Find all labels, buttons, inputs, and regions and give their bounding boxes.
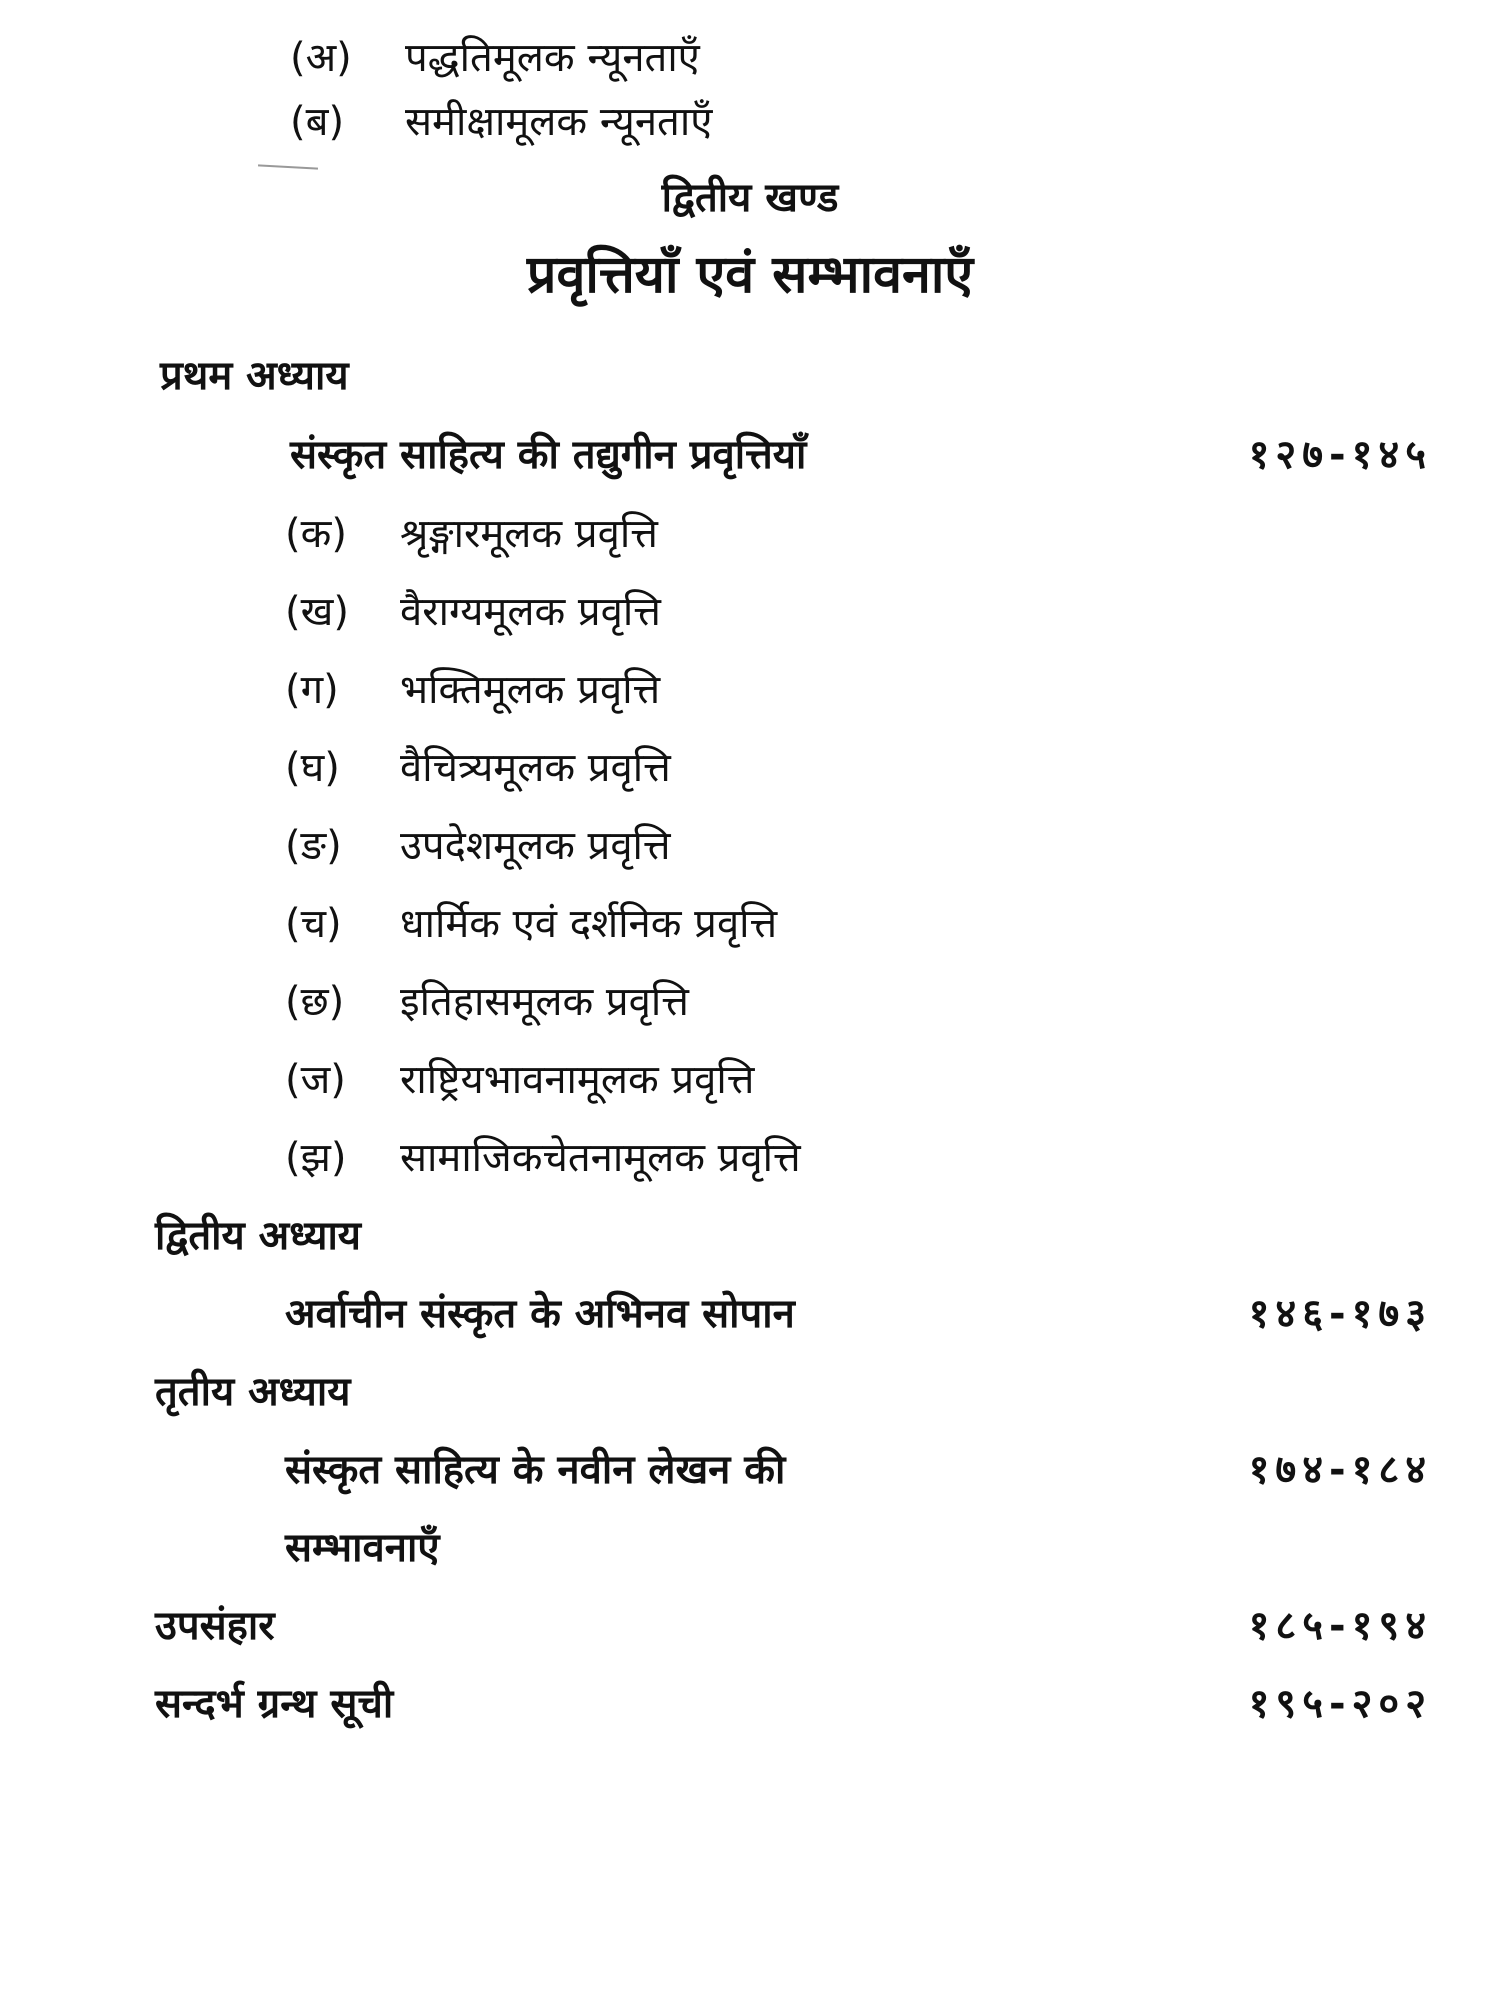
chapter1-item-kha (285, 582, 661, 642)
section-title: प्रवृत्तियाँ एवं सम्भावनाएँ (526, 245, 974, 305)
chapter3-heading: तृतीय अध्याय (155, 1369, 351, 1415)
chapter2-title: अर्वाचीन संस्कृत के अभिनव सोपान (285, 1291, 795, 1337)
chapter3-title-line1: संस्कृत साहित्य के नवीन लेखन की (285, 1447, 786, 1493)
item-label: (घ) (285, 745, 340, 791)
top-item-b (290, 92, 712, 152)
item-text: सामाजिकचेतनामूलक प्रवृत्ति (400, 1135, 801, 1181)
item-text: पद्धतिमूलक न्यूनताएँ (405, 35, 700, 81)
section-sub-title: द्वितीय खण्ड (661, 175, 839, 221)
chapter1-title: संस्कृत साहित्य की तद्युगीन प्रवृत्तियाँ (290, 432, 807, 478)
chapter3-title-line2: सम्भावनाएँ (285, 1525, 440, 1571)
item-label: (ज) (285, 1057, 346, 1103)
top-item-a (290, 28, 700, 88)
item-label: (ख) (285, 589, 349, 635)
item-text: धार्मिक एवं दर्शनिक प्रवृत्ति (400, 901, 778, 947)
item-text: भक्तिमूलक प्रवृत्ति (400, 667, 661, 713)
chapter1-item-nga (285, 816, 671, 876)
item-text: उपदेशमूलक प्रवृत्ति (400, 823, 671, 869)
chapter1-item-cha (285, 894, 777, 954)
item-label: (च) (285, 901, 342, 947)
item-label: (क) (285, 511, 347, 557)
item-label: (अ) (290, 35, 352, 81)
item-text: वैचित्र्यमूलक प्रवृत्ति (400, 745, 671, 791)
chapter3-pages: १७४-१८४ (1248, 1447, 1432, 1493)
bibliography-pages: १९५-२०२ (1248, 1681, 1432, 1727)
item-text: श्रृङ्गारमूलक प्रवृत्ति (400, 511, 658, 557)
item-text: इतिहासमूलक प्रवृत्ति (400, 979, 689, 1025)
chapter1-item-jha (285, 1128, 801, 1188)
chapter2-heading: द्वितीय अध्याय (155, 1213, 362, 1259)
conclusion-title: उपसंहार (155, 1603, 275, 1649)
chapter1-item-ka (285, 504, 658, 564)
item-text: वैराग्यमूलक प्रवृत्ति (400, 589, 661, 635)
chapter1-item-ga (285, 660, 660, 720)
item-text: समीक्षामूलक न्यूनताएँ (405, 99, 713, 145)
item-label: (ङ) (285, 823, 342, 869)
chapter1-heading: प्रथम अध्याय (160, 353, 349, 399)
item-label: (ब) (290, 99, 345, 145)
item-label: (छ) (285, 979, 345, 1025)
conclusion-pages: १८५-१९४ (1248, 1603, 1432, 1649)
chapter1-item-chha (285, 972, 689, 1032)
chapter2-pages: १४६-१७३ (1248, 1291, 1432, 1337)
item-text: राष्ट्रियभावनामूलक प्रवृत्ति (400, 1057, 755, 1103)
bibliography-title: सन्दर्भ ग्रन्थ सूची (155, 1681, 394, 1727)
item-label: (ग) (285, 667, 339, 713)
chapter1-pages: १२७-१४५ (1248, 432, 1432, 478)
item-label: (झ) (285, 1135, 347, 1181)
chapter1-item-ja (285, 1050, 754, 1110)
chapter1-item-gha (285, 738, 671, 798)
